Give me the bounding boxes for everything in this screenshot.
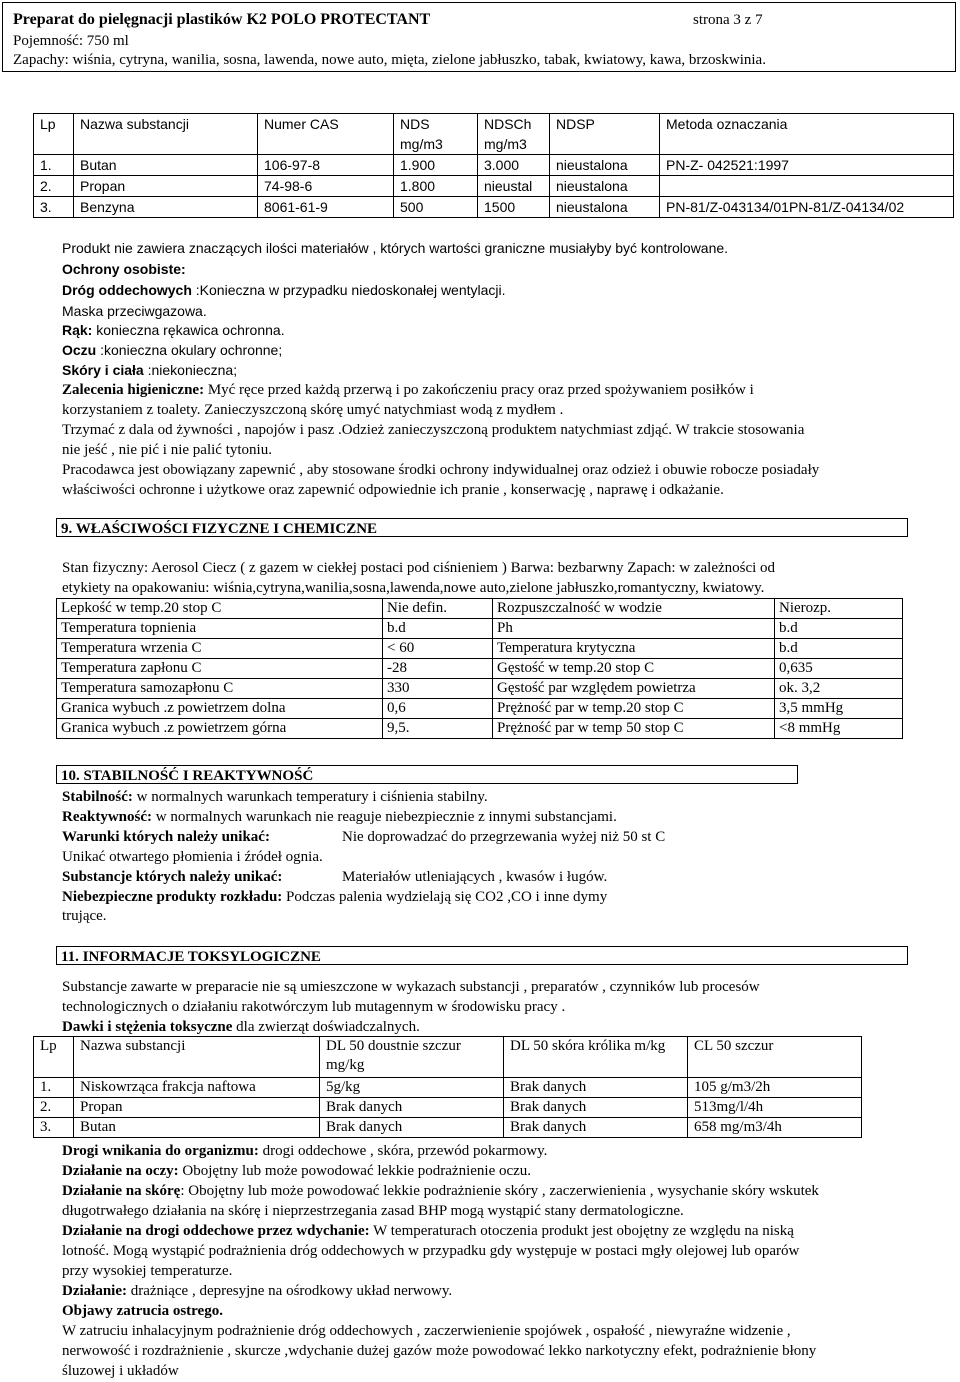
body-text: Unikać otwartego płomienia i źródeł ognia. <box>62 849 323 865</box>
table-cell: Propan <box>74 1098 320 1118</box>
body-text: śluzowej i układów <box>62 1363 179 1379</box>
body-text <box>62 827 270 847</box>
body-text: : Obojętny lub może powodować lekkie podrażnienie skóry , zaczerwienienia , wysychanie skóry wskutek <box>180 1183 819 1199</box>
body-text: Nie doprowadzać do przegrzewania wyżej niż 50 st C <box>342 829 666 845</box>
header-cell: NDS mg/m3 <box>394 114 478 155</box>
body-text <box>62 1221 794 1241</box>
table-cell: 500 <box>394 197 478 218</box>
table-row <box>57 679 903 699</box>
subheading: Substancje których należy unikać: <box>62 869 283 885</box>
body-text <box>62 807 617 827</box>
body-text: W zatruciu inhalacyjnym podrażnienie dróg oddechowych , zaczerwienienie spojówek , ospałość , niewyraźne widzenie , <box>62 1323 791 1339</box>
table-cell: Prężność par w temp.20 stop C <box>493 699 775 719</box>
table-cell <box>660 176 954 197</box>
body-text <box>62 340 282 360</box>
table-cell: Lepkość w temp.20 stop C <box>57 599 383 619</box>
body-text: nerwowość i rozdrażnienie , skurcze ,wdychanie dużej gazów może powodować lekko narkotyczny efekt, podrażnienie błony <box>62 1343 817 1359</box>
body-text <box>62 1017 420 1037</box>
header-cell: DL 50 skóra królika m/kg <box>504 1037 688 1078</box>
table-cell: 1500 <box>478 197 550 218</box>
table-cell: Benzyna <box>74 197 258 218</box>
body-text: korzystaniem z toalety. Zanieczyszczoną skórę umyć natychmiast wodą z mydłem . <box>62 402 564 418</box>
table-cell: 3. <box>34 197 74 218</box>
body-text: przy wysokiej temperaturze. <box>62 1263 233 1279</box>
body-text: technologicznych o działaniu rakotwórczym lub mutagennym w środowisku pracy . <box>62 999 566 1015</box>
table-row <box>34 1078 862 1098</box>
header-cell: Metoda oznaczania <box>660 114 954 155</box>
table-cell: Gęstość w temp.20 stop C <box>493 659 775 679</box>
table-cell: nieustalona <box>550 155 660 176</box>
table-row <box>57 619 903 639</box>
table-cell: Temperatura samozapłonu C <box>57 679 383 699</box>
table-cell: Brak danych <box>320 1118 504 1138</box>
body-text: Podczas palenia wydzielają się CO2 ,CO i inne dymy <box>282 889 608 905</box>
body-text: :Konieczna w przypadku niedoskonałej wentylacji. <box>191 282 506 298</box>
table-cell: 5g/kg <box>320 1078 504 1098</box>
body-text <box>62 887 607 907</box>
table-cell: Temperatura zapłonu C <box>57 659 383 679</box>
table-cell: Rozpuszczalność w wodzie <box>493 599 775 619</box>
subheading: Działanie na drogi oddechowe przez wdychanie: <box>62 1223 370 1239</box>
table-row <box>57 699 903 719</box>
table-cell: ok. 3,2 <box>775 679 903 699</box>
header-cell: Lp <box>34 114 74 155</box>
table-row <box>34 155 954 176</box>
header-cell: DL 50 doustnie szczur mg/kg <box>320 1037 504 1078</box>
subheading: Działanie na oczy: <box>62 1163 179 1179</box>
body-text <box>62 380 754 400</box>
body-text: W temperaturach otoczenia produkt jest obojętny ze względu na niską <box>369 1223 794 1239</box>
body-text: Trzymać z dala od żywności , napojów i pasz .Odzież zanieczyszczoną produktem natychmiast zdjąć. W trakcie stosowania <box>62 422 805 438</box>
table-row <box>57 719 903 739</box>
table-cell: b.d <box>383 619 493 639</box>
body-text <box>62 259 186 279</box>
body-text: :niekonieczna; <box>143 362 238 378</box>
body-text <box>62 1181 819 1201</box>
header-cell: Lp <box>34 1037 74 1078</box>
table-cell: 8061-61-9 <box>258 197 394 218</box>
table-cell: 9,5. <box>383 719 493 739</box>
body-text: w normalnych warunkach temperatury i ciśnienia stabilny. <box>132 789 488 805</box>
table-cell: 1.900 <box>394 155 478 176</box>
body-text: długotrwałego działania na skórę i nieprzestrzegania zasad BHP mogą wystąpić stany dermatologiczne. <box>62 1203 684 1219</box>
table-row <box>34 197 954 218</box>
table-cell: Butan <box>74 155 258 176</box>
header-cell: NDSCh mg/m3 <box>478 114 550 155</box>
table-row <box>34 176 954 197</box>
table-cell: Nie defin. <box>383 599 493 619</box>
body-text: :konieczna okulary ochronne; <box>96 342 283 358</box>
header-cell: CL 50 szczur <box>688 1037 862 1078</box>
table-cell: 1.800 <box>394 176 478 197</box>
document-header <box>2 2 956 72</box>
body-text <box>62 867 282 887</box>
capacity-line: Pojemność: 750 ml <box>13 33 129 49</box>
section-heading: 10. STABILNOŚĆ I REAKTYWNOŚĆ <box>56 765 798 784</box>
table-cell: Butan <box>74 1118 320 1138</box>
table-cell: Ph <box>493 619 775 639</box>
table-row <box>57 659 903 679</box>
body-text: etykiety na opakowaniu: wiśnia,cytryna,wanilia,sosna,lawenda,nowe auto,zielone jabłuszko,romantyczny, kwiatowy. <box>62 580 765 596</box>
body-text: konieczna rękawica ochronna. <box>92 322 285 338</box>
table-cell: 2. <box>34 176 74 197</box>
table-cell: 330 <box>383 679 493 699</box>
table-cell: Prężność par w temp 50 stop C <box>493 719 775 739</box>
table-cell: Nierozp. <box>775 599 903 619</box>
table-cell: 2. <box>34 1098 74 1118</box>
toxicity-table <box>33 1036 862 1138</box>
table-cell: Brak danych <box>504 1098 688 1118</box>
table-cell: Granica wybuch .z powietrzem górna <box>57 719 383 739</box>
table-row <box>34 1098 862 1118</box>
table-header-row <box>34 114 954 155</box>
header-cell: Nazwa substancji <box>74 114 258 155</box>
table-cell: <8 mmHg <box>775 719 903 739</box>
subheading: Działanie na skórę <box>62 1183 181 1199</box>
table-cell: 1. <box>34 1078 74 1098</box>
body-text <box>62 280 506 300</box>
table-cell: -28 <box>383 659 493 679</box>
table-cell: Propan <box>74 176 258 197</box>
table-cell: Granica wybuch .z powietrzem dolna <box>57 699 383 719</box>
table-cell: nieustalona <box>550 197 660 218</box>
body-text: Obojętny lub może powodować lekkie podrażnienie oczu. <box>178 1163 532 1179</box>
subheading: Dawki i stężenia toksyczne <box>62 1019 233 1035</box>
exposure-limits-table <box>33 113 954 218</box>
subheading: Reaktywność: <box>62 809 152 825</box>
body-text <box>62 1141 547 1161</box>
table-cell: 658 mg/m3/4h <box>688 1118 862 1138</box>
section-heading: 9. WŁAŚCIWOŚCI FIZYCZNE I CHEMICZNE <box>56 518 908 537</box>
table-row <box>57 599 903 619</box>
subheading: Ochrony osobiste: <box>62 261 186 277</box>
subheading: Zalecenia higieniczne: <box>62 382 205 398</box>
body-text: drogi oddechowe , skóra, przewód pokarmowy. <box>258 1143 548 1159</box>
body-text: trujące. <box>62 908 107 924</box>
table-cell: Temperatura topnienia <box>57 619 383 639</box>
body-text <box>62 1281 452 1301</box>
table-cell: 3.000 <box>478 155 550 176</box>
body-text: właściwości ochronne i użytkowe oraz zapewnić odpowiednie ich pranie , konserwację , naprawę i odkażanie. <box>62 482 724 498</box>
body-text: lotność. Mogą wystąpić podrażnienia dróg oddechowych w przypadku gdy występuje w postaci mgły olejowej lub oparów <box>62 1243 800 1259</box>
body-text: Produkt nie zawiera znaczących ilości materiałów , których wartości graniczne musiałyby być kontrolowane. <box>62 240 729 256</box>
table-cell: 1. <box>34 155 74 176</box>
subheading: Dróg oddechowych <box>62 282 192 298</box>
page-number: strona 3 z 7 <box>693 12 763 28</box>
table-row <box>34 1118 862 1138</box>
table-cell: 3. <box>34 1118 74 1138</box>
subheading: Drogi wnikania do organizmu: <box>62 1143 259 1159</box>
scents-line: Zapachy: wiśnia, cytryna, wanilia, sosna, lawenda, nowe auto, mięta, zielone jabłuszko, tabak, kwiatowy, kawa, brzoskwinia. <box>13 52 766 68</box>
body-text: Stan fizyczny: Aerosol Ciecz ( z gazem w ciekłej postaci pod ciśnieniem ) Barwa: bezbarwny Zapach: w zależności od <box>62 560 776 576</box>
subheading: Rąk: <box>62 322 93 338</box>
table-cell: 3,5 mmHg <box>775 699 903 719</box>
table-header-row <box>34 1037 862 1078</box>
table-cell: nieustal <box>478 176 550 197</box>
table-cell: 0,635 <box>775 659 903 679</box>
table-cell: Niskowrząca frakcja naftowa <box>74 1078 320 1098</box>
subheading: Niebezpieczne produkty rozkładu: <box>62 889 283 905</box>
body-text <box>62 787 488 807</box>
subheading: Oczu <box>62 342 97 358</box>
subheading: Skóry i ciała <box>62 362 144 378</box>
body-text <box>62 320 285 340</box>
body-text: Myć ręce przed każdą przerwą i po zakończeniu pracy oraz przed spożywaniem posiłków i <box>204 382 754 398</box>
table-cell: Brak danych <box>320 1098 504 1118</box>
header-cell: Numer CAS <box>258 114 394 155</box>
body-text: dla zwierząt doświadczalnych. <box>232 1019 420 1035</box>
subheading: Warunki których należy unikać: <box>62 829 270 845</box>
table-cell: b.d <box>775 619 903 639</box>
body-text <box>62 1161 531 1181</box>
table-cell: Gęstość par względem powietrza <box>493 679 775 699</box>
table-cell: Brak danych <box>504 1078 688 1098</box>
table-cell: b.d <box>775 639 903 659</box>
table-cell: PN-81/Z-043134/01PN-81/Z-04134/02 <box>660 197 954 218</box>
table-row <box>57 639 903 659</box>
table-cell: Brak danych <box>504 1118 688 1138</box>
body-text: Maska przeciwgazowa. <box>62 303 207 319</box>
table-cell: Temperatura krytyczna <box>493 639 775 659</box>
table-cell: < 60 <box>383 639 493 659</box>
table-cell: 74-98-6 <box>258 176 394 197</box>
body-text: nie jeść , nie pić i nie palić tytoniu. <box>62 442 272 458</box>
subheading: Objawy zatrucia ostrego. <box>62 1303 223 1319</box>
body-text: Pracodawca jest obowiązany zapewnić , aby stosowane środki ochrony indywidualnej oraz odzież i obuwie robocze posiadały <box>62 462 820 478</box>
body-text: Materiałów utleniających , kwasów i ługów. <box>342 869 608 885</box>
subheading: Działanie: <box>62 1283 127 1299</box>
section-heading: 11. INFORMACJE TOKSYLOGICZNE <box>56 946 908 965</box>
table-cell: 105 g/m3/2h <box>688 1078 862 1098</box>
body-text: drażniące , depresyjne na ośrodkowy układ nerwowy. <box>127 1283 453 1299</box>
header-cell: Nazwa substancji <box>74 1037 320 1078</box>
body-text <box>62 360 237 380</box>
table-cell: 513mg/l/4h <box>688 1098 862 1118</box>
body-text <box>62 1301 223 1321</box>
table-cell: nieustalona <box>550 176 660 197</box>
table-cell: 0,6 <box>383 699 493 719</box>
table-cell: Temperatura wrzenia C <box>57 639 383 659</box>
body-text: w normalnych warunkach nie reaguje niebezpiecznie z innymi substancjami. <box>152 809 617 825</box>
product-title: Preparat do pielęgnacji plastików K2 POLO PROTECTANT <box>13 11 431 28</box>
physical-properties-table <box>56 598 903 739</box>
table-cell: 106-97-8 <box>258 155 394 176</box>
header-cell: NDSP <box>550 114 660 155</box>
body-text: Substancje zawarte w preparacie nie są umieszczone w wykazach substancji , preparatów , czynników lub procesów <box>62 979 760 995</box>
subheading: Stabilność: <box>62 789 133 805</box>
table-cell: PN-Z- 042521:1997 <box>660 155 954 176</box>
